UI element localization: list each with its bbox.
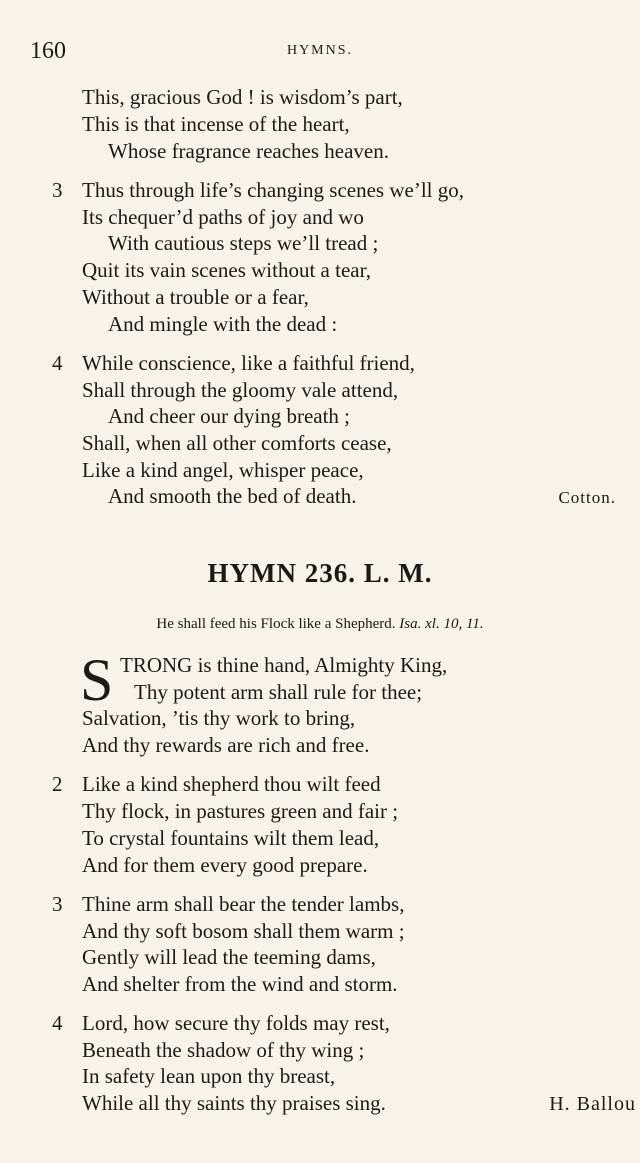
hymn-title: HYMN 236. L. M.: [207, 558, 433, 588]
hymn-line: And mingle with the dead :: [108, 312, 338, 336]
hymn-line: This is that incense of the heart,: [82, 112, 350, 136]
hymn-line: Like a kind shepherd thou wilt feed: [82, 772, 381, 796]
hymn-line: Thus through life’s changing scenes we’ll go,: [82, 178, 464, 202]
page-header: [0, 38, 640, 68]
hymn-line: Without a trouble or a fear,: [82, 285, 309, 309]
hymn-line: Salvation, ’tis thy work to bring,: [82, 706, 356, 730]
hymn-line: And thy rewards are rich and free.: [82, 733, 370, 757]
verse-number: 2: [52, 772, 63, 796]
hymn-subtitle: [0, 616, 640, 633]
hymn-line: Beneath the shadow of thy wing ;: [82, 1038, 365, 1062]
hymn-line: This, gracious God ! is wisdom’s part,: [82, 85, 403, 109]
hymn-line: Quit its vain scenes without a tear,: [82, 258, 372, 282]
hymn-line: Thine arm shall bear the tender lambs,: [82, 892, 405, 916]
hymn-line: While conscience, like a faithful friend,: [82, 351, 415, 375]
author-attribution: Cotton.: [558, 488, 616, 507]
hymn-line: TRONG is thine hand, Almighty King,: [120, 653, 448, 677]
running-title: HYMNS.: [286, 43, 354, 58]
hymn-line: In safety lean upon thy breast,: [82, 1064, 336, 1088]
hymn-line: And cheer our dying breath ;: [108, 404, 351, 428]
hymn-line: Its chequer’d paths of joy and wo: [82, 205, 364, 229]
verse-number: 3: [52, 892, 63, 916]
scripture-reference: Isa. xl. 10, 11.: [399, 616, 484, 632]
hymn-line: And smooth the bed of death.: [108, 484, 357, 508]
verse-number: 4: [52, 1011, 63, 1035]
hymn-line: While all thy saints thy praises sing.: [82, 1091, 386, 1115]
hymn-line: Like a kind angel, whisper peace,: [82, 458, 364, 482]
hymn-line: Thy flock, in pastures green and fair ;: [82, 799, 399, 823]
verse-number: 3: [52, 178, 63, 202]
author-attribution: H. Ballou: [549, 1093, 636, 1115]
subtitle-text: He shall feed his Flock like a Shepherd.: [156, 616, 396, 632]
hymn-line: Lord, how secure thy folds may rest,: [82, 1011, 390, 1035]
hymn-line: And shelter from the wind and storm.: [82, 972, 398, 996]
hymn-line: And thy soft bosom shall them warm ;: [82, 919, 405, 943]
hymn-line: With cautious steps we’ll tread ;: [108, 231, 379, 255]
page-number: 160: [30, 38, 66, 64]
hymn-line: Thy potent arm shall rule for thee;: [134, 680, 423, 704]
verse-number: 4: [52, 351, 63, 375]
hymn-line: To crystal fountains wilt them lead,: [82, 826, 380, 850]
hymn-line: Shall through the gloomy vale attend,: [82, 378, 399, 402]
hymn-line: Shall, when all other comforts cease,: [82, 431, 392, 455]
hymn-line: Gently will lead the teeming dams,: [82, 945, 376, 969]
drop-cap: S: [80, 647, 114, 713]
hymn-line: Whose fragrance reaches heaven.: [108, 139, 389, 163]
hymn-line: And for them every good prepare.: [82, 853, 368, 877]
